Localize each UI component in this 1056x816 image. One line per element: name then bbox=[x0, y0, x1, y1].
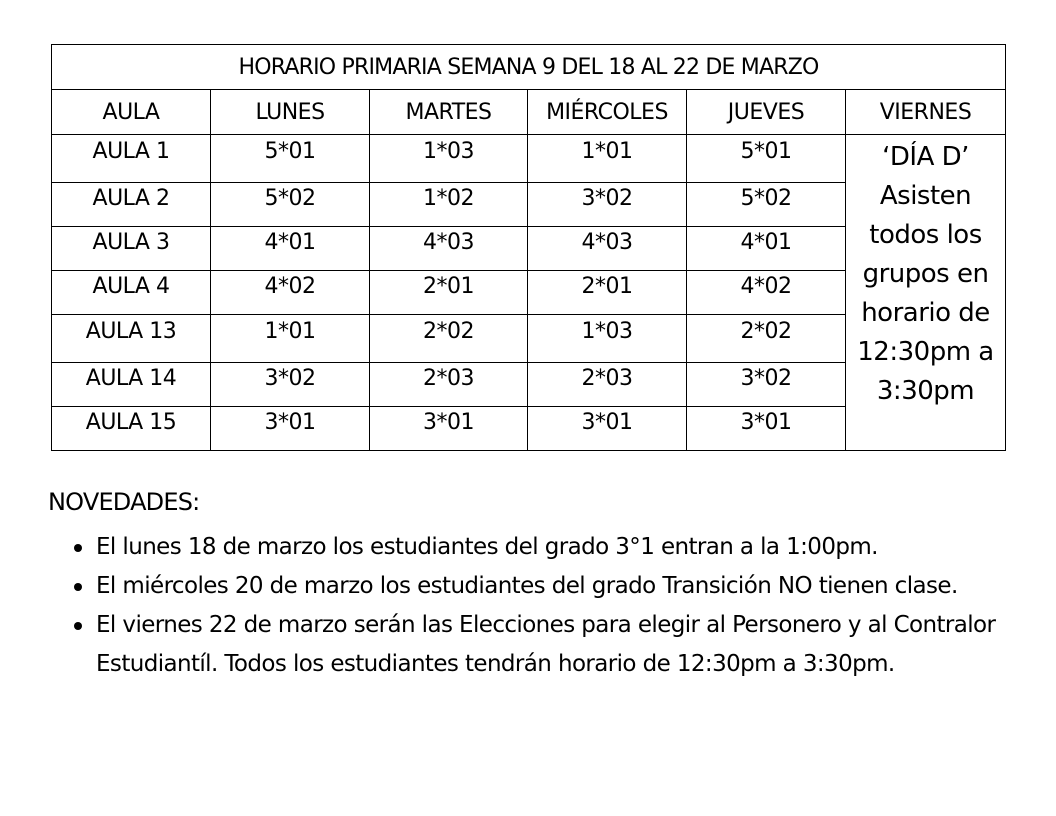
cell-lunes: 3*02 bbox=[211, 363, 370, 407]
cell-jueves: 2*02 bbox=[687, 315, 846, 363]
viernes-note-line: ‘DÍA D’ bbox=[882, 142, 969, 172]
cell-miercoles: 3*02 bbox=[528, 183, 687, 227]
cell-martes: 2*03 bbox=[370, 363, 528, 407]
cell-lunes: 4*02 bbox=[211, 271, 370, 315]
cell-jueves: 4*01 bbox=[687, 227, 846, 271]
list-item bbox=[48, 606, 1028, 684]
cell-martes: 4*03 bbox=[370, 227, 528, 271]
cell-martes: 1*03 bbox=[370, 135, 528, 183]
cell-jueves: 5*02 bbox=[687, 183, 846, 227]
header-lunes: LUNES bbox=[211, 90, 370, 135]
list-item bbox=[48, 567, 1028, 606]
cell-miercoles: 1*03 bbox=[528, 315, 687, 363]
cell-miercoles: 2*01 bbox=[528, 271, 687, 315]
cell-miercoles: 4*03 bbox=[528, 227, 687, 271]
list-item-text: El miércoles 20 de marzo los estudiantes del grado Transición NO tienen clase. bbox=[96, 573, 958, 599]
viernes-note-line: 3:30pm bbox=[876, 376, 975, 406]
cell-martes: 2*02 bbox=[370, 315, 528, 363]
cell-miercoles: 3*01 bbox=[528, 407, 687, 451]
table-row bbox=[52, 135, 1006, 183]
novedades-heading: NOVEDADES: bbox=[48, 488, 200, 516]
cell-martes: 2*01 bbox=[370, 271, 528, 315]
novedades-list bbox=[48, 528, 1028, 684]
cell-miercoles: 2*03 bbox=[528, 363, 687, 407]
bullet-icon bbox=[74, 622, 82, 630]
cell-aula: AULA 2 bbox=[52, 183, 211, 227]
viernes-note-line: horario de bbox=[861, 298, 990, 328]
viernes-note-line: Asisten bbox=[879, 181, 972, 211]
cell-aula: AULA 15 bbox=[52, 407, 211, 451]
header-martes: MARTES bbox=[370, 90, 528, 135]
cell-lunes: 1*01 bbox=[211, 315, 370, 363]
header-viernes: VIERNES bbox=[846, 90, 1006, 135]
viernes-note-line: grupos en bbox=[862, 259, 989, 289]
cell-jueves: 3*02 bbox=[687, 363, 846, 407]
cell-aula: AULA 13 bbox=[52, 315, 211, 363]
cell-lunes: 5*01 bbox=[211, 135, 370, 183]
list-item-text: El viernes 22 de marzo serán las Elecciones para elegir al Personero y al Contralor Estudiantíl. Todos los estudiantes tendrán horario de 12:30pm a 3:30pm. bbox=[96, 612, 996, 677]
schedule-table bbox=[51, 44, 1006, 451]
header-miercoles: MIÉRCOLES bbox=[528, 90, 687, 135]
bullet-icon bbox=[74, 583, 82, 591]
cell-martes: 1*02 bbox=[370, 183, 528, 227]
viernes-note bbox=[846, 135, 1006, 451]
cell-jueves: 5*01 bbox=[687, 135, 846, 183]
cell-lunes: 5*02 bbox=[211, 183, 370, 227]
novedades-section bbox=[48, 488, 1028, 684]
header-aula: AULA bbox=[52, 90, 211, 135]
cell-martes: 3*01 bbox=[370, 407, 528, 451]
cell-miercoles: 1*01 bbox=[528, 135, 687, 183]
table-title: HORARIO PRIMARIA SEMANA 9 DEL 18 AL 22 DE MARZO bbox=[52, 45, 1006, 90]
cell-aula: AULA 14 bbox=[52, 363, 211, 407]
cell-aula: AULA 1 bbox=[52, 135, 211, 183]
list-item bbox=[48, 528, 1028, 567]
cell-aula: AULA 3 bbox=[52, 227, 211, 271]
header-jueves: JUEVES bbox=[687, 90, 846, 135]
cell-jueves: 4*02 bbox=[687, 271, 846, 315]
list-item-text: El lunes 18 de marzo los estudiantes del grado 3°1 entran a la 1:00pm. bbox=[96, 534, 878, 560]
bullet-icon bbox=[74, 544, 82, 552]
cell-aula: AULA 4 bbox=[52, 271, 211, 315]
cell-lunes: 4*01 bbox=[211, 227, 370, 271]
cell-lunes: 3*01 bbox=[211, 407, 370, 451]
viernes-note-line: 12:30pm a bbox=[857, 337, 994, 367]
viernes-note-line: todos los bbox=[869, 220, 982, 250]
cell-jueves: 3*01 bbox=[687, 407, 846, 451]
